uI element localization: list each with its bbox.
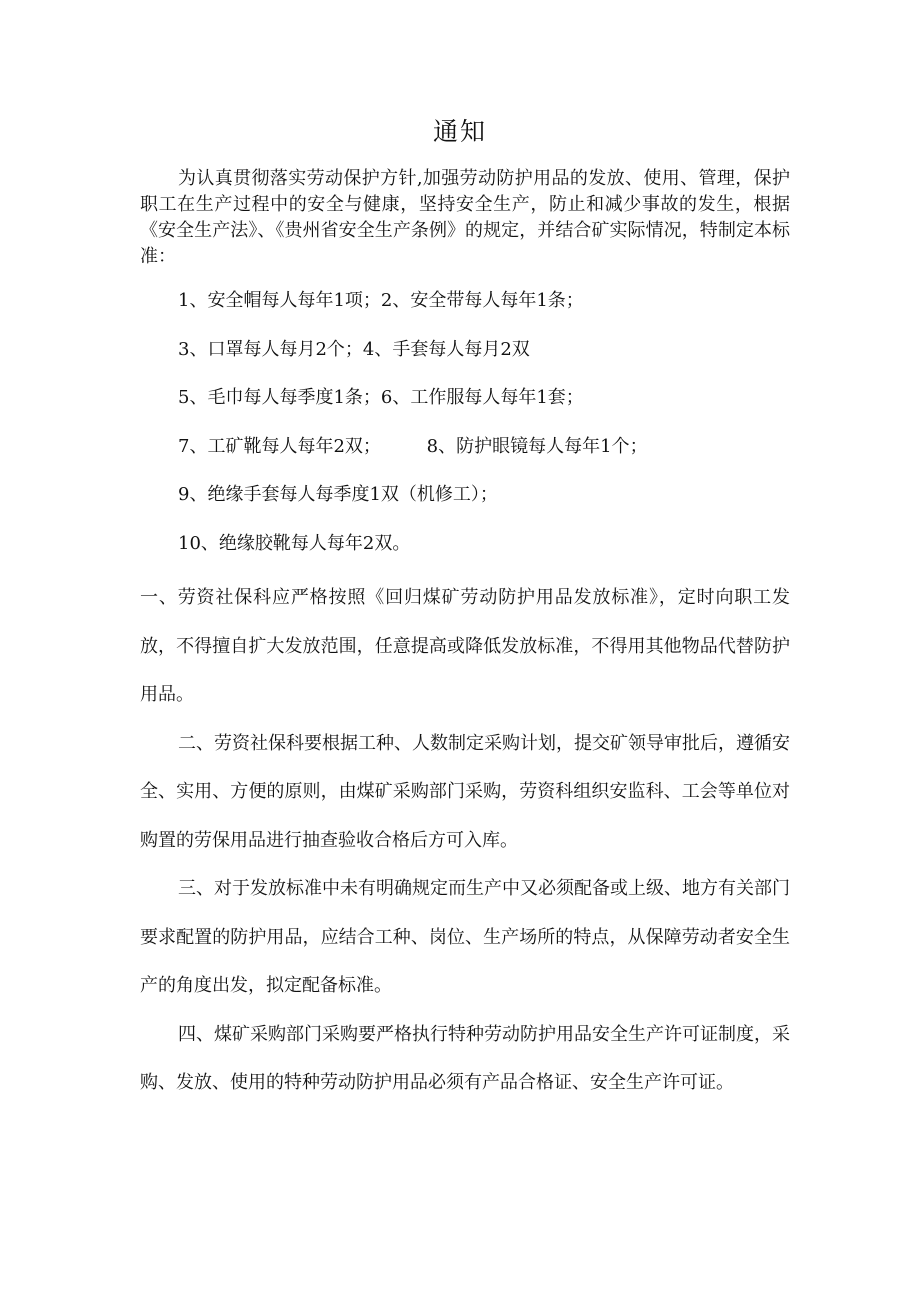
standard-item: 7、工矿靴每人每年2双； 8、防护眼镜每人每年1个；: [178, 435, 648, 457]
standard-item: 9、绝缘手套每人每季度1双（机修工）；: [178, 484, 498, 505]
clause-4: 四、煤矿采购部门采购要严格执行特种劳动防护用品安全生产许可证制度，采购、发放、使用的特种劳动防护用品必须有产品合格证、安全生产许可证。: [140, 1023, 790, 1093]
clause-1: 一、劳资社保科应严格按照《回归煤矿劳动防护用品发放标准》，定时向职工发放，不得擅自扩大发放范围，任意提高或降低发放标准，不得用其他物品代替防护用品。: [140, 587, 790, 705]
clauses-section: [140, 574, 790, 1108]
standards-list: [140, 286, 790, 577]
standard-item: 1、安全帽每人每年1项；2、安全带每人每年1条；: [178, 290, 584, 311]
standard-item: 3、口罩每人每月2个；4、手套每人每月2双: [178, 338, 530, 360]
clause-2: 二、劳资社保科要根据工种、人数制定采购计划，提交矿领导审批后，遵循安全、实用、方便的原则，由煤矿采购部门采购，劳资科组织安监科、工会等单位对购置的劳保用品进行抽查验收合格后方可入库。: [140, 732, 790, 851]
clause-3: 三、对于发放标准中未有明确规定而生产中又必须配备或上级、地方有关部门要求配置的防护用品，应结合工种、岗位、生产场所的特点，从保障劳动者安全生产的角度出发，拟定配备标准。: [140, 878, 790, 996]
page-title: 通知: [432, 117, 487, 146]
intro-paragraph: 为认真贯彻落实劳动保护方针,加强劳动防护用品的发放、使用、管理，保护职工在生产过程中的安全与健康，坚持安全生产，防止和减少事故的发生，根据《安全生产法》、《贵州省安全生产条例》的规定，并结合矿实际情况，特制定本标准：: [140, 168, 790, 267]
standard-item: 10、绝缘胶靴每人每年2双。: [178, 532, 411, 554]
standard-item: 5、毛巾每人每季度1条；6、工作服每人每年1套；: [178, 387, 584, 408]
